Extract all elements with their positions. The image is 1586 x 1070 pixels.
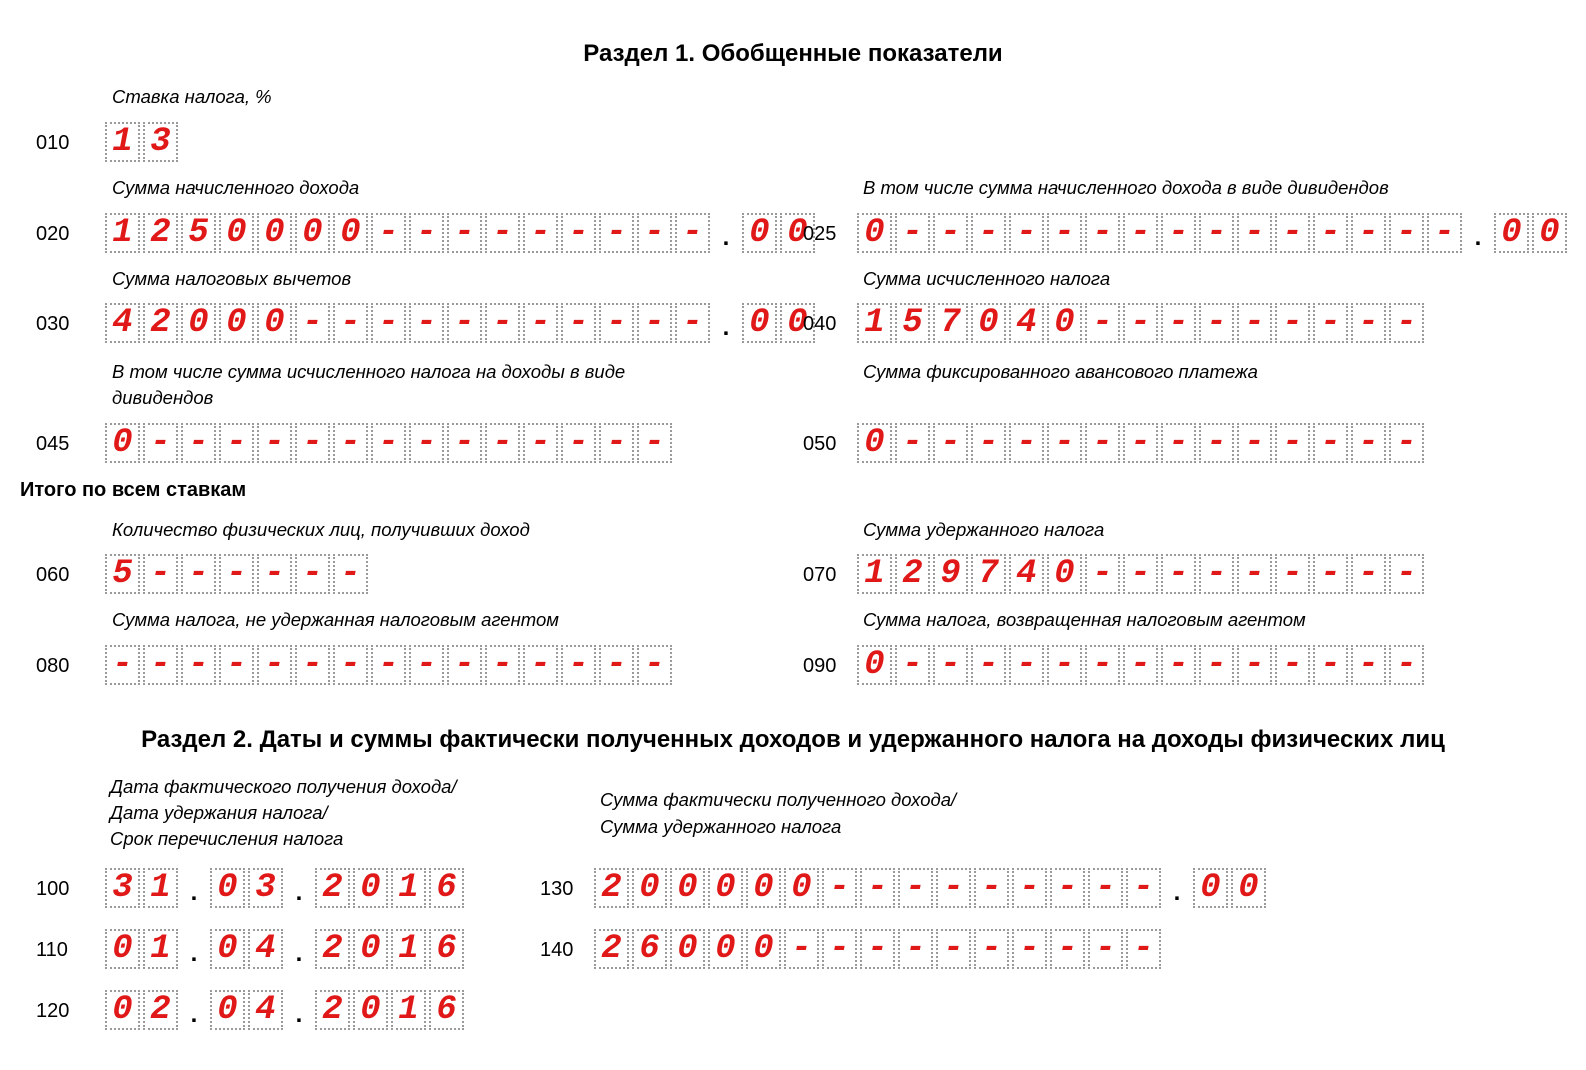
digit-cell[interactable]: 2 [895,554,930,594]
date-120-month[interactable] [210,990,283,1030]
digit-cell[interactable]: 0 [632,868,667,908]
digit-cell[interactable]: - [257,554,292,594]
digit-cell[interactable]: - [219,645,254,685]
digit-cell[interactable]: - [1123,554,1158,594]
digit-cell[interactable]: 0 [708,929,743,969]
code-120: 120 [36,1000,70,1022]
field-080-cells[interactable] [105,645,672,685]
code-130: 130 [540,878,574,900]
digit-cell[interactable]: 0 [333,213,368,253]
code-100: 100 [36,878,70,900]
digit-cell[interactable]: - [181,554,216,594]
decimal-separator: . [722,314,730,341]
digit-cell[interactable]: - [1389,645,1424,685]
digit-cell[interactable]: 2 [315,929,350,969]
date-110-year[interactable] [315,929,464,969]
digit-cell[interactable]: 2 [143,990,178,1030]
digit-cell[interactable]: 2 [315,868,350,908]
digit-cell[interactable]: 0 [105,990,140,1030]
digit-cell[interactable]: - [936,868,971,908]
field-070[interactable] [857,552,1424,596]
digit-cell[interactable]: - [561,423,596,463]
code-020: 020 [36,223,70,245]
digit-cell[interactable]: - [143,554,178,594]
code-030: 030 [36,313,70,335]
digit-cell[interactable]: - [933,213,968,253]
caption-050: Сумма фиксированного авансового платежа [863,361,1258,382]
digit-cell[interactable]: - [219,423,254,463]
decimal-separator: . [1474,224,1482,251]
digit-cell[interactable]: 0 [746,868,781,908]
digit-cell[interactable]: - [1313,303,1348,343]
code-045: 045 [36,433,70,455]
digit-cell[interactable]: - [599,213,634,253]
field-045-cells[interactable] [105,423,672,463]
digit-cell[interactable]: - [1199,213,1234,253]
digit-cell[interactable]: - [295,554,330,594]
digit-cell[interactable]: 6 [429,990,464,1030]
rate-caption: Ставка налога, % [112,86,272,107]
digit-cell[interactable]: 6 [632,929,667,969]
digit-cell[interactable]: - [822,868,857,908]
digit-cell[interactable]: - [1389,303,1424,343]
date-100-day[interactable] [105,868,178,908]
digit-cell[interactable]: - [1085,645,1120,685]
digit-cell[interactable]: 0 [210,868,245,908]
digit-cell[interactable]: 0 [670,868,705,908]
code-040: 040 [803,313,837,335]
digit-cell[interactable]: - [485,303,520,343]
digit-cell[interactable]: 4 [248,929,283,969]
digit-cell[interactable]: - [1313,423,1348,463]
digit-cell[interactable]: - [143,423,178,463]
code-025: 025 [803,223,837,245]
field-030[interactable] [105,301,815,345]
caption-045-line2: дивидендов [112,387,214,408]
digit-cell[interactable]: - [1389,554,1424,594]
date-field-120[interactable] [105,988,464,1032]
digit-cell[interactable]: 0 [784,868,819,908]
digit-cell[interactable]: - [936,929,971,969]
digit-cell[interactable]: 0 [857,423,892,463]
digit-cell[interactable]: - [485,645,520,685]
digit-cell[interactable]: 4 [1009,554,1044,594]
digit-cell[interactable]: - [523,213,558,253]
digit-cell[interactable]: 0 [219,303,254,343]
dates-caption-line3: Срок перечисления налога [110,828,344,849]
digit-cell[interactable]: - [1085,303,1120,343]
digit-cell[interactable]: - [784,929,819,969]
digit-cell[interactable]: - [485,213,520,253]
dates-caption-line2: Дата удержания налога/ [110,802,328,823]
digit-cell[interactable]: - [105,645,140,685]
field-070-cells[interactable] [857,554,1424,594]
date-field-110[interactable] [105,927,464,971]
digit-cell[interactable]: - [181,645,216,685]
digit-cell[interactable]: - [860,868,895,908]
amounts-caption-line2: Сумма удержанного налога [600,816,842,837]
digit-cell[interactable]: - [561,645,596,685]
caption-045-line1: В том числе сумма исчисленного налога на доходы в виде [112,361,626,382]
digit-cell[interactable]: 0 [971,303,1006,343]
digit-cell[interactable]: 7 [933,303,968,343]
digit-cell[interactable]: - [895,423,930,463]
caption-060: Количество физических лиц, получивших доход [112,519,530,540]
field-090-cells[interactable] [857,645,1424,685]
digit-cell[interactable]: - [675,303,710,343]
digit-cell[interactable]: - [1085,554,1120,594]
digit-cell[interactable]: 5 [895,303,930,343]
digit-cell[interactable]: 0 [742,303,777,343]
digit-cell[interactable]: 6 [429,868,464,908]
digit-cell[interactable]: 0 [780,213,815,253]
section-2-title: Раздел 2. Даты и суммы фактически полученных доходов и удержанного налога на доходы физических лиц [141,726,1445,753]
field-130-cells[interactable] [594,868,1161,908]
digit-cell[interactable]: - [1237,303,1272,343]
digit-cell[interactable]: - [143,645,178,685]
digit-cell[interactable]: 0 [670,929,705,969]
digit-cell[interactable]: - [371,645,406,685]
code-140: 140 [540,939,574,961]
digit-cell[interactable]: - [1351,645,1386,685]
field-130-decimals[interactable] [1193,868,1266,908]
digit-cell[interactable]: 0 [746,929,781,969]
digit-cell[interactable]: 1 [105,122,140,162]
digit-cell[interactable]: - [974,868,1009,908]
digit-cell[interactable]: - [860,929,895,969]
digit-cell[interactable]: - [1427,213,1462,253]
digit-cell[interactable]: - [409,213,444,253]
field-060-cells[interactable] [105,554,368,594]
date-100-year[interactable] [315,868,464,908]
digit-cell[interactable]: - [371,303,406,343]
digit-cell[interactable]: - [181,423,216,463]
field-025-cells[interactable] [857,213,1462,253]
digit-cell[interactable]: - [599,645,634,685]
digit-cell[interactable]: 7 [971,554,1006,594]
digit-cell[interactable]: - [257,645,292,685]
totals-label: Итого по всем ставкам [20,479,247,501]
digit-cell[interactable]: - [447,303,482,343]
digit-cell[interactable]: - [1275,213,1310,253]
digit-cell[interactable]: - [1085,423,1120,463]
digit-cell[interactable]: - [1275,423,1310,463]
decimal-separator: . [722,224,730,251]
caption-025: В том числе сумма начисленного дохода в виде дивидендов [863,177,1389,198]
digit-cell[interactable]: 1 [391,868,426,908]
digit-cell[interactable]: - [1199,645,1234,685]
digit-cell[interactable]: - [1313,554,1348,594]
amounts-caption-line1: Сумма фактически полученного дохода/ [600,789,957,810]
digit-cell[interactable]: 0 [210,929,245,969]
digit-cell[interactable]: - [895,645,930,685]
digit-cell[interactable]: - [333,303,368,343]
digit-cell[interactable]: - [523,423,558,463]
digit-cell[interactable]: 0 [857,213,892,253]
section-1-title: Раздел 1. Обобщенные показатели [583,40,1003,67]
digit-cell[interactable]: 2 [594,868,629,908]
digit-cell[interactable]: 4 [1009,303,1044,343]
digit-cell[interactable]: - [1161,554,1196,594]
digit-cell[interactable]: - [295,423,330,463]
field-060[interactable] [105,552,368,596]
digit-cell[interactable]: - [523,303,558,343]
caption-030: Сумма налоговых вычетов [112,268,352,289]
date-separator: . [295,879,303,906]
digit-cell[interactable]: - [561,213,596,253]
digit-cell[interactable]: 2 [143,213,178,253]
field-040-cells[interactable] [857,303,1424,343]
digit-cell[interactable]: - [971,645,1006,685]
field-050[interactable] [857,421,1424,465]
digit-cell[interactable]: 0 [210,990,245,1030]
digit-cell[interactable]: - [1275,554,1310,594]
decimal-separator: . [1173,879,1181,906]
digit-cell[interactable]: - [675,213,710,253]
field-025-decimals[interactable] [1494,213,1567,253]
digit-cell[interactable]: 0 [708,868,743,908]
digit-cell[interactable]: 3 [143,122,178,162]
field-010-cells[interactable] [105,122,178,162]
code-010: 010 [36,132,70,154]
code-080: 080 [36,655,70,677]
digit-cell[interactable]: - [1389,213,1424,253]
digit-cell[interactable]: 1 [143,868,178,908]
digit-cell[interactable]: - [1123,645,1158,685]
digit-cell[interactable]: - [971,213,1006,253]
code-050: 050 [803,433,837,455]
digit-cell[interactable]: 0 [1047,303,1082,343]
digit-cell[interactable]: 5 [181,213,216,253]
digit-cell[interactable]: 1 [857,554,892,594]
code-070: 070 [803,564,837,586]
digit-cell[interactable]: - [1199,423,1234,463]
digit-cell[interactable]: - [1009,645,1044,685]
field-030-cells[interactable] [105,303,710,343]
digit-cell[interactable]: - [409,645,444,685]
digit-cell[interactable]: - [1085,213,1120,253]
digit-cell[interactable]: - [1161,645,1196,685]
digit-cell[interactable]: - [1088,868,1123,908]
digit-cell[interactable]: - [1237,423,1272,463]
digit-cell[interactable]: - [447,423,482,463]
digit-cell[interactable]: 0 [295,213,330,253]
field-020[interactable] [105,211,815,255]
digit-cell[interactable]: 1 [143,929,178,969]
digit-cell[interactable]: - [974,929,1009,969]
digit-cell[interactable]: - [933,645,968,685]
digit-cell[interactable]: - [371,423,406,463]
field-025[interactable] [857,211,1567,255]
digit-cell[interactable]: - [933,423,968,463]
digit-cell[interactable]: - [1237,554,1272,594]
code-060: 060 [36,564,70,586]
digit-cell[interactable]: - [637,423,672,463]
field-140[interactable] [594,927,1161,971]
field-080[interactable] [105,643,672,687]
digit-cell[interactable]: - [1389,423,1424,463]
digit-cell[interactable]: 0 [353,929,388,969]
digit-cell[interactable]: - [822,929,857,969]
digit-cell[interactable]: - [1050,929,1085,969]
caption-070: Сумма удержанного налога [863,519,1105,540]
digit-cell[interactable]: - [333,554,368,594]
digit-cell[interactable]: - [1237,645,1272,685]
digit-cell[interactable]: - [898,868,933,908]
digit-cell[interactable]: 0 [105,929,140,969]
digit-cell[interactable]: 6 [429,929,464,969]
field-130[interactable] [594,866,1266,910]
digit-cell[interactable]: - [447,213,482,253]
digit-cell[interactable]: 0 [742,213,777,253]
digit-cell[interactable]: - [637,645,672,685]
digit-cell[interactable]: 2 [315,990,350,1030]
code-090: 090 [803,655,837,677]
digit-cell[interactable]: - [1123,213,1158,253]
digit-cell[interactable]: - [637,303,672,343]
digit-cell[interactable]: - [371,213,406,253]
digit-cell[interactable]: - [1199,554,1234,594]
date-120-day[interactable] [105,990,178,1030]
digit-cell[interactable]: 1 [857,303,892,343]
digit-cell[interactable]: 0 [105,423,140,463]
field-140-cells[interactable] [594,929,1161,969]
digit-cell[interactable]: - [1123,303,1158,343]
digit-cell[interactable]: - [1009,213,1044,253]
caption-080: Сумма налога, не удержанная налоговым агентом [112,609,559,630]
digit-cell[interactable]: - [1351,213,1386,253]
date-separator: . [295,1001,303,1028]
digit-cell[interactable]: 0 [257,303,292,343]
digit-cell[interactable]: - [1126,868,1161,908]
digit-cell[interactable]: 4 [248,990,283,1030]
field-090[interactable] [857,643,1424,687]
digit-cell[interactable]: - [561,303,596,343]
digit-cell[interactable]: 0 [780,303,815,343]
digit-cell[interactable]: - [895,213,930,253]
digit-cell[interactable]: - [637,213,672,253]
digit-cell[interactable]: - [971,423,1006,463]
digit-cell[interactable]: 1 [391,929,426,969]
date-separator: . [295,940,303,967]
digit-cell[interactable]: 0 [1193,868,1228,908]
digit-cell[interactable]: - [219,554,254,594]
digit-cell[interactable]: 2 [594,929,629,969]
dates-caption-line1: Дата фактического получения дохода/ [110,776,457,797]
digit-cell[interactable]: - [1313,213,1348,253]
digit-cell[interactable]: 3 [105,868,140,908]
digit-cell[interactable]: - [409,303,444,343]
date-separator: . [190,940,198,967]
caption-090: Сумма налога, возвращенная налоговым агентом [863,609,1306,630]
digit-cell[interactable]: 0 [857,645,892,685]
digit-cell[interactable]: 4 [105,303,140,343]
digit-cell[interactable]: 2 [143,303,178,343]
digit-cell[interactable]: - [333,423,368,463]
caption-040: Сумма исчисленного налога [863,268,1111,289]
date-110-month[interactable] [210,929,283,969]
date-separator: . [190,1001,198,1028]
field-040[interactable] [857,301,1424,345]
caption-020: Сумма начисленного дохода [112,177,360,198]
digit-cell[interactable]: 0 [1047,554,1082,594]
code-110: 110 [36,939,68,961]
field-010[interactable] [105,120,178,164]
digit-cell[interactable]: - [1275,645,1310,685]
digit-cell[interactable]: - [1088,929,1123,969]
digit-cell[interactable]: 0 [1231,868,1266,908]
digit-cell[interactable]: - [447,645,482,685]
digit-cell[interactable]: - [1047,423,1082,463]
digit-cell[interactable]: - [1351,303,1386,343]
digit-cell[interactable]: 3 [248,868,283,908]
digit-cell[interactable]: 0 [353,868,388,908]
digit-cell[interactable]: - [295,303,330,343]
digit-cell[interactable]: - [1313,645,1348,685]
digit-cell[interactable]: - [1012,929,1047,969]
date-110-day[interactable] [105,929,178,969]
field-045[interactable] [105,421,672,465]
digit-cell[interactable]: 0 [1532,213,1567,253]
digit-cell[interactable]: 0 [219,213,254,253]
digit-cell[interactable]: - [1351,554,1386,594]
digit-cell[interactable]: - [333,645,368,685]
digit-cell[interactable]: - [523,645,558,685]
digit-cell[interactable]: - [1050,868,1085,908]
digit-cell[interactable]: - [1012,868,1047,908]
date-120-year[interactable] [315,990,464,1030]
date-field-100[interactable] [105,866,464,910]
digit-cell[interactable]: - [1126,929,1161,969]
digit-cell[interactable]: - [1047,645,1082,685]
digit-cell[interactable]: 0 [1494,213,1529,253]
digit-cell[interactable]: - [1009,423,1044,463]
date-100-month[interactable] [210,868,283,908]
digit-cell[interactable]: - [1237,213,1272,253]
digit-cell[interactable]: - [599,303,634,343]
digit-cell[interactable]: - [898,929,933,969]
field-050-cells[interactable] [857,423,1424,463]
digit-cell[interactable]: - [295,645,330,685]
digit-cell[interactable]: 0 [257,213,292,253]
digit-cell[interactable]: 5 [105,554,140,594]
digit-cell[interactable]: - [1161,213,1196,253]
digit-cell[interactable]: - [1047,213,1082,253]
digit-cell[interactable]: 1 [105,213,140,253]
digit-cell[interactable]: 0 [181,303,216,343]
digit-cell[interactable]: - [409,423,444,463]
date-separator: . [190,879,198,906]
digit-cell[interactable]: 0 [353,990,388,1030]
field-020-cells[interactable] [105,213,710,253]
digit-cell[interactable]: - [1123,423,1158,463]
digit-cell[interactable]: - [1275,303,1310,343]
digit-cell[interactable]: - [1351,423,1386,463]
digit-cell[interactable]: - [1161,423,1196,463]
digit-cell[interactable]: - [599,423,634,463]
digit-cell[interactable]: - [257,423,292,463]
digit-cell[interactable]: - [485,423,520,463]
digit-cell[interactable]: 1 [391,990,426,1030]
digit-cell[interactable]: - [1161,303,1196,343]
digit-cell[interactable]: 9 [933,554,968,594]
digit-cell[interactable]: - [1199,303,1234,343]
